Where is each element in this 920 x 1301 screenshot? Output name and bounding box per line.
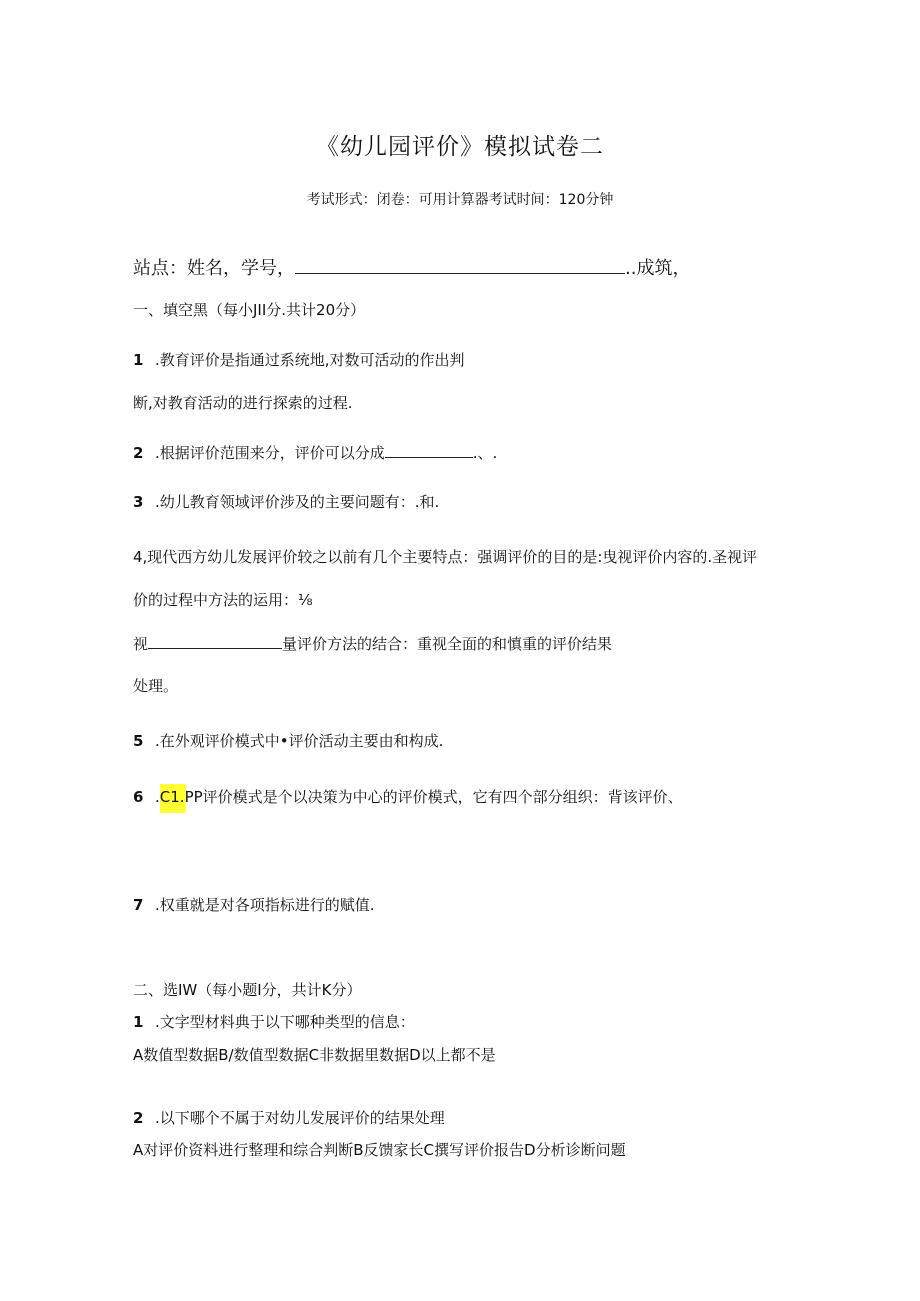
question-text: .根据评价范围来分，评价可以分成: [155, 444, 385, 462]
answer-blank: [385, 442, 473, 458]
s1-question-5: [133, 731, 443, 751]
student-info-blank: [295, 258, 625, 274]
exam-subtitle: 考试形式：闭卷：可用计算器考试时间：120分钟: [306, 192, 614, 208]
question-text: .文字型材料典于以下哪种类型的信息：: [155, 1013, 415, 1031]
student-info-label: 站点：姓名，学号，: [133, 258, 295, 279]
question-number: 6: [133, 788, 144, 806]
question-number: 2: [133, 444, 144, 462]
question-text: .权重就是对各项指标进行的赋值.: [155, 896, 375, 914]
question-dot: .: [155, 788, 160, 806]
question-text: 视: [133, 635, 149, 653]
question-number: 7: [133, 896, 144, 914]
question-text: .以下哪个不属于对幼儿发展评价的结果处理: [155, 1109, 445, 1127]
s2-question-1-options: A数值型数据B/数值型数据C非数据里数据D以上都不是: [133, 1046, 496, 1064]
s1-question-1-cont: 断,对教育活动的进行探索的过程.: [133, 394, 353, 412]
s1-question-4-line2: 价的过程中方法的运用：⅛: [133, 591, 313, 609]
s2-question-2-options: A对评价资料进行整理和综合判断B反馈家长C撰写评价报告D分析诊断问题: [133, 1141, 626, 1159]
question-text: .在外观评价模式中•评价活动主要由和构成.: [155, 732, 444, 750]
question-number: 5: [133, 732, 144, 750]
student-info-suffix: ..成筑，: [625, 258, 691, 279]
section1-heading: 一、填空黑（每小JII分.共计20分）: [133, 301, 366, 319]
answer-blank: [148, 633, 282, 649]
highlighted-text: C1.: [160, 784, 185, 813]
question-number: 2: [133, 1109, 144, 1127]
s1-question-2: [133, 442, 497, 463]
question-number: 3: [133, 493, 144, 511]
s2-question-1: [133, 1012, 415, 1032]
question-text: PP评价模式是个以决策为中心的评价模式，它有四个部分组织：背该评价、: [184, 788, 683, 806]
question-number: 1: [133, 1013, 144, 1031]
exam-title: 《幼儿园评价》模拟试卷二: [316, 134, 604, 160]
s1-question-3: [133, 492, 439, 512]
s1-question-6: [133, 787, 683, 813]
s1-question-1: [133, 350, 465, 370]
question-number: 1: [133, 351, 144, 369]
s2-question-2: [133, 1108, 445, 1128]
question-text-after: 量评价方法的结合：重视全面的和慎重的评价结果: [282, 635, 613, 653]
section2-heading: 二、选IW（每小题I分，共计K分）: [133, 981, 362, 999]
question-text: .教育评价是指通过系统地,对数可活动的作出判: [155, 351, 465, 369]
s1-question-4-line3: [133, 633, 612, 654]
question-text: .幼儿教育领域评价涉及的主要问题有：.和.: [155, 493, 440, 511]
s1-question-4-line1: 4,现代西方幼儿发展评价较之以前有几个主要特点：强调评价的目的是:曳视评价内容的.圣视评: [133, 548, 758, 566]
s1-question-7: [133, 895, 375, 915]
student-info-line: [133, 257, 690, 281]
s1-question-4-line4: 处理。: [133, 677, 179, 695]
question-text-after: .、.: [472, 444, 498, 462]
